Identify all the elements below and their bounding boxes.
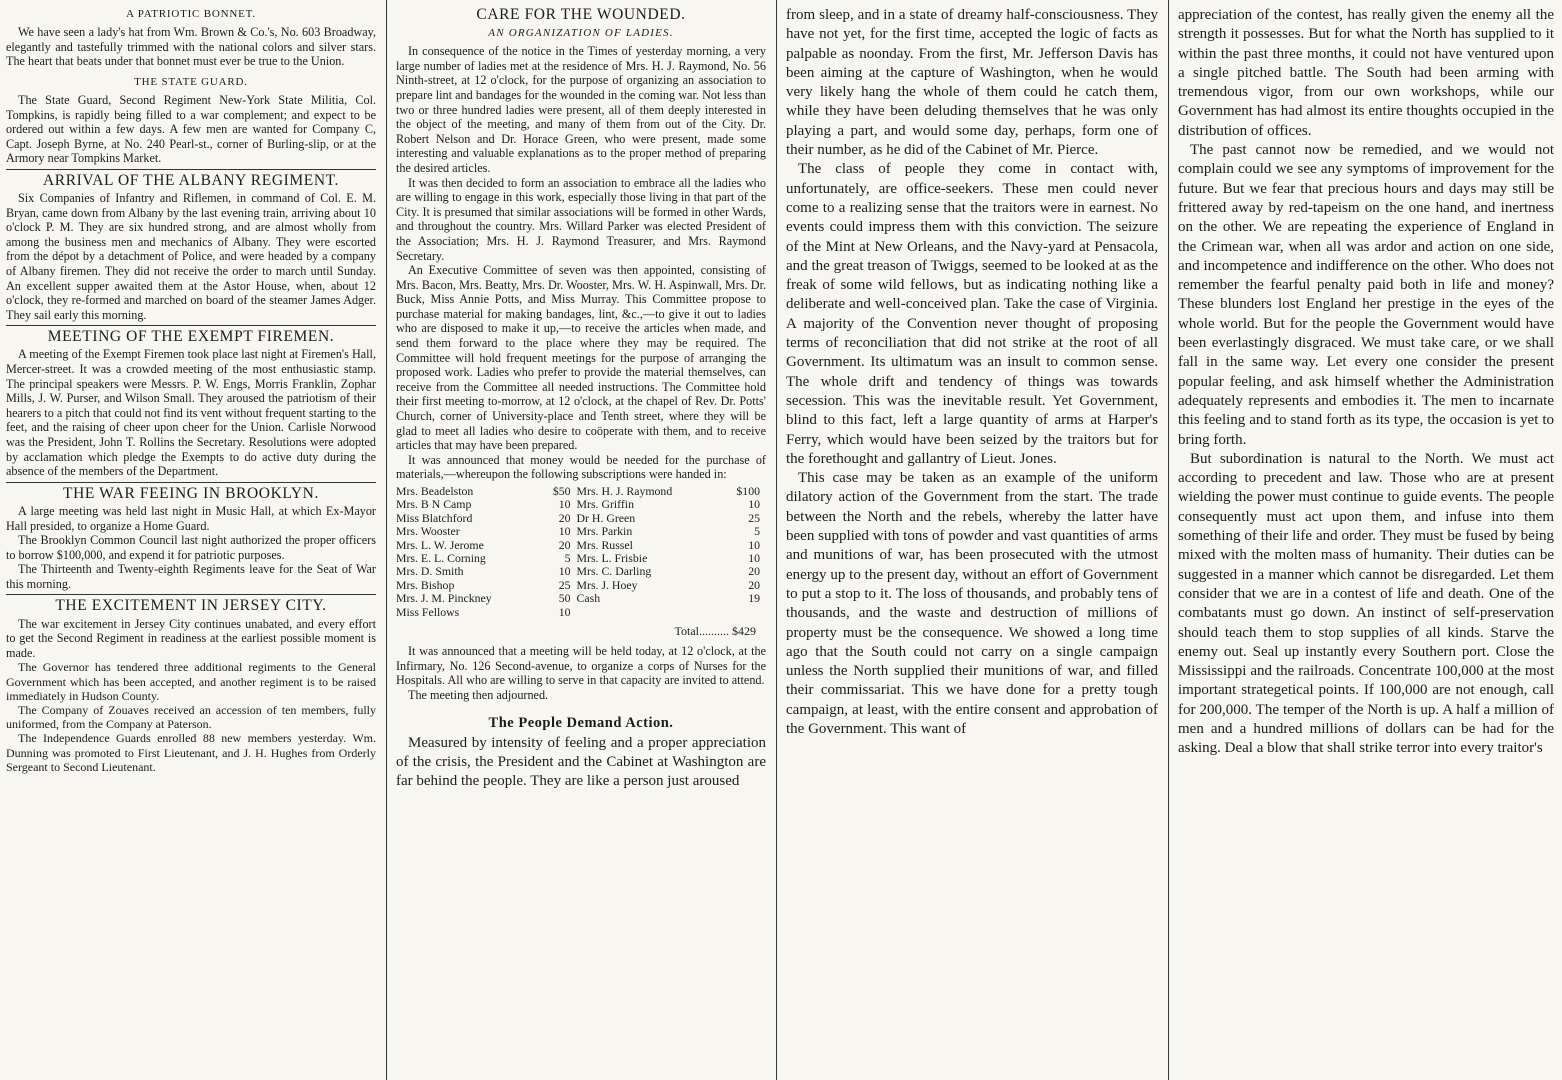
article-paragraph: We have seen a lady's hat from Wm. Brown & Co.'s, No. 603 Broadway, elegantly and tastefully trimmed with the national colors and silver stars. The heart that beats under that bonnet must ever be true to the Union. bbox=[6, 25, 376, 69]
subscriptions-total: Total.......... $429 bbox=[674, 624, 756, 639]
subscription-amount: 10 bbox=[558, 604, 571, 619]
article-paragraph: from sleep, and in a state of dreamy half-consciousness. They have not yet, for the first time, accepted the logic of facts as palpable as noonday. From the first, Mr. Jefferson Davis has been aiming at the capture of Washington, when he would very likely hang the whole of them could he catch them, while they have been deluding themselves that he was only playing a part, and would some day, perhaps, form one of their number, as he did of the Cabinet of Mr. Pierce. bbox=[786, 7, 1158, 159]
subscriber-name bbox=[577, 606, 722, 619]
subscriber-name: Mrs. Russel bbox=[576, 537, 633, 552]
article-people-demand-action bbox=[396, 715, 766, 792]
article-paragraph: The meeting then adjourned. bbox=[408, 687, 549, 702]
subscription-amount: 10 bbox=[748, 497, 760, 512]
article-paragraph: appreciation of the contest, has really given the enemy all the strength it possesses. But for what the North has supplied to it within the past three months, it could not have ventured upon a single pitched battle. The South had been arming with tremendous vigor, from our own workshops, while our Government has had almost its entire thoughts occupied in the distribution of offices. bbox=[1178, 7, 1554, 139]
article-patriotic-bonnet bbox=[6, 6, 376, 69]
subscription-amount: 10 bbox=[748, 551, 760, 566]
subscription-row bbox=[396, 539, 766, 552]
article-heading: THE STATE GUARD. bbox=[134, 75, 248, 88]
subscriber-name: Mrs. B N Camp bbox=[396, 497, 472, 512]
subscription-amount: 10 bbox=[558, 564, 571, 579]
subscription-amount: 20 bbox=[558, 537, 571, 552]
article-paragraph: An Executive Committee of seven was then appointed, consisting of Mrs. Bacon, Mrs. Beatty, Mrs. Dr. Wooster, Mrs. W. H. Aspinwall, Mrs. Dr. Buck, Miss Annie Potts, and Miss Murray. This Committee propose to purchase material for making bandages, lint, &c.,—to give it out to ladies who are disposed to make it up,—to receive the articles when made, and send them forward to the place where they may be required. The Committee will hold frequent meetings for the purpose of arranging the proposed work. Ladies who prefer to provide the material themselves, can receive from the Committee all needed instructions. The Committee hold their first meeting to-morrow, at 12 o'clock, at the chapel of Rev. Dr. Potts' Church, corner of University-place and Tenth street, where they will be glad to meet all ladies who desire to coöperate with them, and to receive articles that may have been prepared. bbox=[396, 263, 766, 453]
article-paragraph: The Company of Zouaves received an accession of ten members, fully uniformed, from the Company at Paterson. bbox=[6, 702, 376, 732]
article-paragraph: It was then decided to form an association to embrace all the ladies who are willing to engage in this work, especially those living in that part of the City. It is presumed that similar associations will be formed in other Wards, and throughout the country. Mrs. Willard Parker was elected President of the Association; Mrs. H. J. Raymond Treasurer, and Mrs. Raymond Secretary. bbox=[396, 175, 766, 263]
article-paragraph: The Brooklyn Common Council last night authorized the proper officers to borrow $100,000, and expend it for patriotic purposes. bbox=[6, 533, 376, 562]
subscriber-name: Dr H. Green bbox=[576, 510, 636, 525]
subscription-amount: 20 bbox=[558, 510, 571, 525]
article-heading: MEETING OF THE EXEMPT FIREMEN. bbox=[6, 325, 376, 345]
article-heading: CARE FOR THE WOUNDED. bbox=[476, 6, 686, 23]
subscriber-name: Mrs. Wooster bbox=[396, 524, 460, 539]
subscriber-name: Cash bbox=[576, 591, 601, 606]
article-heading: ARRIVAL OF THE ALBANY REGIMENT. bbox=[6, 169, 376, 189]
column-4 bbox=[1178, 6, 1554, 1076]
article-albany-regiment bbox=[6, 169, 376, 322]
article-heading: THE WAR FEEING IN BROOKLYN. bbox=[6, 482, 376, 502]
article-care-for-wounded bbox=[396, 6, 766, 703]
subscription-amount: 10 bbox=[558, 524, 571, 539]
subscriber-name: Miss Blatchford bbox=[396, 510, 473, 525]
article-paragraph: A large meeting was held last night in Music Hall, at which Ex-Mayor Hall presided, to organize a Home Guard. bbox=[6, 503, 376, 533]
article-paragraph: The war excitement in Jersey City continues unabated, and every effort to get the Second Regiment in readiness at the earliest possible moment is made. bbox=[6, 616, 376, 660]
subscription-amount: 19 bbox=[748, 591, 760, 606]
subscriber-name: Mrs. Beadelston bbox=[396, 484, 474, 498]
article-paragraph: The past cannot now be remedied, and we would not complain could we see any symptoms of improvement for the future. But we fear that precious hours and days may still be frittered away by red-tapeism on the one hand, and inertness on the other. We are repeating the experience of England in the Crimean war, when all was ardor and action on one side, and incompetence and indifference on the other. Who does not remember the fearful penalty paid both in life and money? These blunders lost England her prestige in the eyes of the whole world. But for the people the Government would have been everlastingly disgraced. We must take care, or we shall fall in the same way. Let every one consider the present popular feeling, and ask himself whether the Administration adequately represents and embodies it. The men to incarnate this feeling and to stand forth as its type, the occasion is yet to bring forth. bbox=[1178, 142, 1554, 448]
article-paragraph: The State Guard, Second Regiment New-York State Militia, Col. Tompkins, is rapidly being filled to a war complement; and expect to be ordered out within a few days. A few men are wanted for Company C, Capt. Joseph Byrne, at No. 240 Pearl-st., corner of Burling-slip, or at the Armory near Tompkins Market. bbox=[6, 92, 376, 166]
article-heading: THE EXCITEMENT IN JERSEY CITY. bbox=[6, 594, 376, 614]
article-exempt-firemen bbox=[6, 325, 376, 478]
subscriber-name: Mrs. L. W. Jerome bbox=[396, 537, 484, 552]
subscription-row bbox=[396, 512, 766, 525]
article-subheading: AN ORGANIZATION OF LADIES. bbox=[488, 27, 674, 40]
column-1 bbox=[6, 6, 376, 1076]
article-paragraph: The class of people they come in contact with, unfortunately, are office-seekers. These men could never come to a realizing sense that the traitors were in earnest. No events could impress them with this conviction. The seizure of the Mint at New Orleans, and the Navy-yard at Pensacola, and the great treason of Twiggs, seemed to be looked at as the freak of some wild fellows, but as indicating nothing like a deliberate and well-conceived plan. Take the case of Virginia. A majority of the Convention never thought of proposing terms of reconciliation that did not strike at the root of all Government. Its ultimatum was an insult to common sense. The whole drift and tendency of things was towards secession. This was the inevitable result. Yet Government, blind to this fact, left a large quantity of arms at Harper's Ferry, which would have been seized by the traitors but for the forethought and gallantry of Lieut. Jones. bbox=[786, 161, 1158, 467]
subscriptions-table bbox=[396, 485, 766, 619]
subscriber-name: Mrs. Parkin bbox=[576, 524, 633, 539]
subscription-amount: 25 bbox=[558, 577, 571, 592]
subscriber-name: Mrs. H. J. Raymond bbox=[576, 484, 673, 498]
subscriber-name: Mrs. Bishop bbox=[396, 577, 455, 592]
article-paragraph: Six Companies of Infantry and Riflemen, in command of Col. E. M. Bryan, came down from Albany by the last evening train, arriving about 10 o'clock P. M. They are six hundred strong, and are almost wholly from among the business men and mechanics of Albany. They were escorted from the dépot by a detachment of Police, and were headed by a company of Albany firemen. They did not receive the order to march until Sunday. An excellent supper awaited them at the Astor House, when, about 12 o'clock, they re-formed and marched on board of the steamer James Adger. They sail early this morning. bbox=[6, 191, 376, 322]
article-state-guard bbox=[6, 74, 376, 166]
article-brooklyn bbox=[6, 482, 376, 592]
article-jersey-city bbox=[6, 594, 376, 774]
article-paragraph: It was announced that money would be needed for the purchase of materials,—whereupon the following subscriptions were handed in: bbox=[396, 452, 766, 482]
subscriber-name: Miss Fellows bbox=[396, 604, 460, 619]
subscription-amount: 25 bbox=[748, 510, 760, 525]
column-rule bbox=[386, 0, 387, 1080]
subscription-amount: 50 bbox=[558, 591, 571, 606]
column-rule bbox=[776, 0, 777, 1080]
article-heading: A PATRIOTIC BONNET. bbox=[126, 8, 256, 20]
column-2 bbox=[396, 6, 766, 1076]
subscription-amount: 20 bbox=[748, 577, 760, 592]
article-paragraph: The Governor has tendered three additional regiments to the General Government which has been accepted, and another regiment is to be raised immediately in Hudson County. bbox=[6, 660, 376, 703]
column-rule bbox=[1168, 0, 1169, 1080]
subscriber-name: Mrs. Griffin bbox=[576, 497, 634, 512]
subscription-amount: 10 bbox=[558, 497, 571, 512]
subscriber-name: Mrs. J. Hoey bbox=[576, 577, 638, 592]
subscription-row bbox=[396, 552, 766, 565]
article-paragraph: This case may be taken as an example of the uniform dilatory action of the Government from the start. The trade between the North and the rebels, whereby the latter have been supplied with tons of powder and vast quantities of arms and munitions of war, has been prosecuted with the utmost energy up to the present day, without an effort of Government to put a stop to it. The loss of thousands, and probably tens of thousands, and the waste and destruction of millions of property must be the consequence. We showed a long time ago that the South could not carry on a single campaign unless the North supplied their munitions of war, and filled their commissariat. This we have done for a pretty tough campaign, at least, with the entire consent and approbation of the Government. This want of bbox=[786, 470, 1158, 737]
subscriber-name: Mrs. L. Frisbie bbox=[576, 551, 648, 566]
subscription-row bbox=[396, 579, 766, 592]
subscriber-name: Mrs. C. Darling bbox=[576, 564, 652, 579]
subscription-amount: $50 bbox=[552, 484, 571, 498]
subscription-row bbox=[396, 592, 766, 605]
article-paragraph: In consequence of the notice in the Times of yesterday morning, a very large number of ladies met at the residence of Mrs. H. J. Raymond, No. 56 Ninth-street, at 12 o'clock, for the purpose of organizing an association to prepare lint and bandages for the wounded in the coming war. Not less than two or three hundred ladies were present, all of them deeply interested in the object of the meeting, and many of them from out of the City. Dr. Robert Nelson and Dr. Horace Green, who were present, made some interesting and valuable explanations as to the proper method of preparing the desired articles. bbox=[396, 44, 766, 175]
article-paragraph: A meeting of the Exempt Firemen took place last night at Firemen's Hall, Mercer-street. It was a crowded meeting of the most enthusiastic stamp. The principal speakers were Messrs. P. W. Engs, Morris Franklin, Zophar Mills, J. W. Purser, and Wilson Small. They aroused the patriotism of their hearers to a pitch that could not find its vent without frequent starting to the feet, and the raising of cheer upon cheer for the Union. Carlisle Norwood was the President, John T. Rollins the Secretary. Resolutions were adopted by acclamation which pledge the Exempts to do active duty during the absence of the members of the Department. bbox=[6, 347, 376, 479]
article-paragraph: Measured by intensity of feeling and a proper appreciation of the crisis, the President and the Cabinet at Washington are far behind the people. They are like a person just aroused bbox=[396, 734, 766, 790]
subscriber-name: Mrs. D. Smith bbox=[396, 564, 464, 579]
subscription-row bbox=[396, 606, 766, 619]
article-paragraph: But subordination is natural to the North. We must act according to precedent and law. Those who are at present wielding the power must continue to guide events. The people consequently must act upon them, and infuse into them something of their life and order. They must be fused by being mixed with the molten mass of humanity. Their duties can be suggested in a manner which cannot be disregarded. Let them consider that we are in a contest of life and death. One of the combatants must go down. An instinct of self-preservation should teach them to stop supplies of all kinds. Starve the enemy out. Seal up instantly every Southern port. Close the Mississippi and the railroads. Concentrate 100,000 at the most important strategetical points. If 100,000 are not enough, call for 200,000. The temper of the North is up. A half a million of men and a hundred millions of dollars can be had for the asking. Deal a blow that shall strike terror into every traitor's bbox=[1178, 450, 1554, 757]
subscription-amount: 5 bbox=[754, 524, 760, 539]
article-paragraph: The Independence Guards enrolled 88 new members yesterday. Wm. Dunning was promoted to First Lieutenant, and J. H. Hughes from Orderly Sergeant to Second Lieutenant. bbox=[6, 731, 376, 774]
subscription-row bbox=[396, 485, 766, 498]
subscription-row bbox=[396, 565, 766, 578]
subscription-row bbox=[396, 498, 766, 511]
article-paragraph: It was announced that a meeting will be held today, at 12 o'clock, at the Infirmary, No. 126 Second-avenue, to organize a corps of Nurses for the Hospitals. All who are willing to serve in that capacity are invited to attend. bbox=[396, 644, 766, 688]
subscription-amount: 5 bbox=[564, 551, 571, 566]
subscriber-name: Mrs. J. M. Pinckney bbox=[396, 591, 492, 606]
subscription-row bbox=[396, 525, 766, 538]
article-heading: The People Demand Action. bbox=[488, 714, 674, 731]
subscription-amount: 20 bbox=[748, 564, 760, 579]
subscription-amount: $100 bbox=[736, 484, 760, 498]
subscription-amount bbox=[721, 606, 766, 619]
subscription-amount: 10 bbox=[748, 537, 760, 552]
subscriber-name: Mrs. E. L. Corning bbox=[396, 551, 486, 566]
article-paragraph: The Thirteenth and Twenty-eighth Regiments leave for the Seat of War this morning. bbox=[6, 562, 376, 591]
column-3 bbox=[786, 6, 1158, 1076]
